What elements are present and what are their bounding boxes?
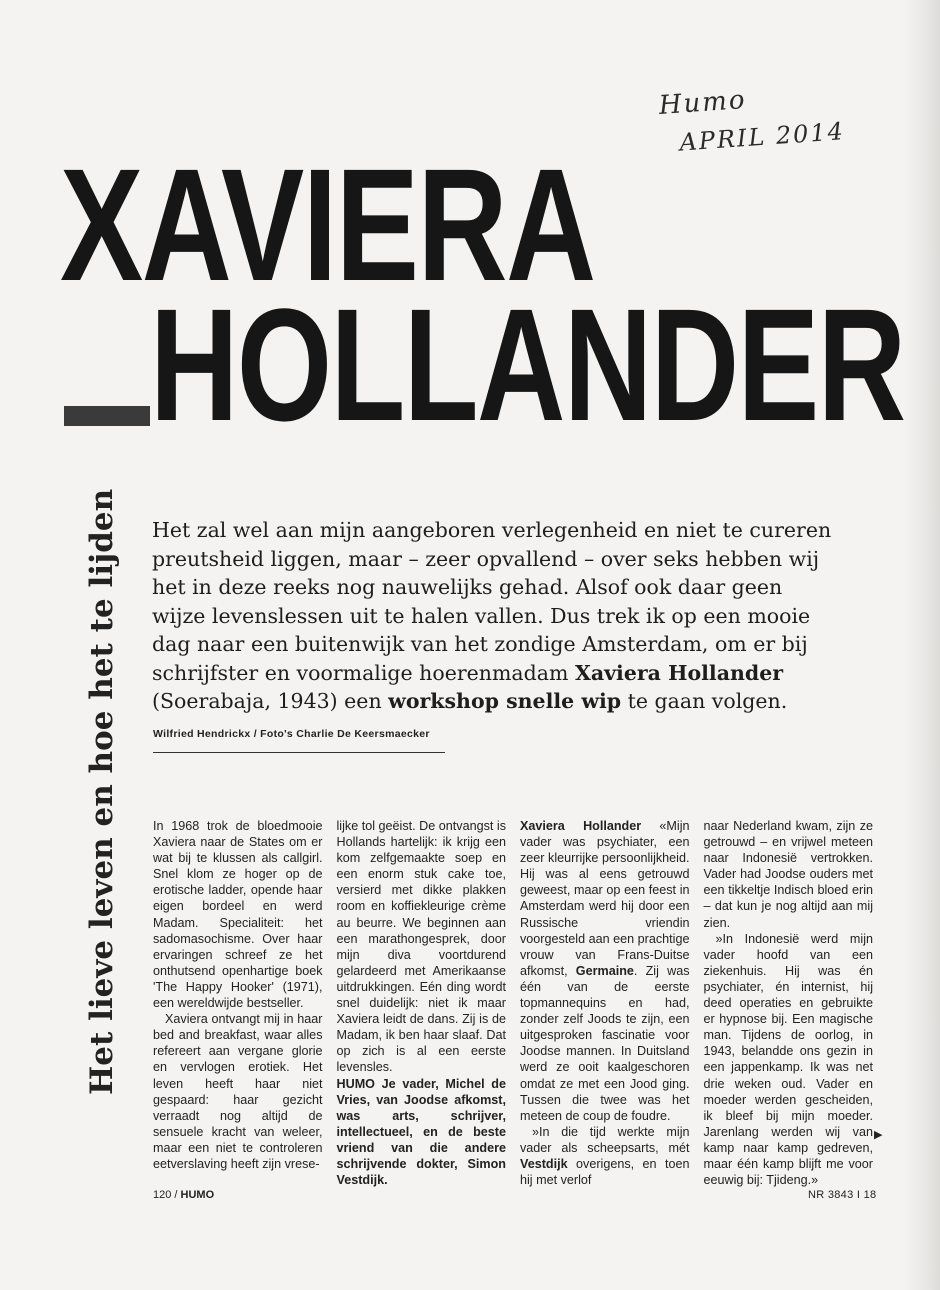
column-3-paragraph-1 bbox=[520, 818, 690, 1124]
intro-bold-phrase: workshop snelle wip bbox=[388, 689, 622, 713]
answer-name-vestdijk: Vestdijk bbox=[520, 1156, 568, 1171]
column-3-paragraph-2 bbox=[520, 1124, 690, 1188]
intro-text-1: Het zal wel aan mijn aangeboren verlegenheid en niet te cureren preutsheid liggen, maar – zeer opvallend – over seks hebben wij het in deze reeks nog nauwelijks gehad. Alsof ook daar geen wijze levenslessen uit te halen vallen. Dus trek ik op een mooie dag naar een buitenwijk van het zondige Amsterdam, om er bij schrijfster en voormalige hoerenmadam bbox=[152, 518, 832, 685]
handwritten-note-line1: Humo bbox=[657, 84, 748, 121]
byline-rule bbox=[153, 752, 445, 753]
series-strapline: Het lieve leven en hoe het te lijden bbox=[84, 488, 120, 1095]
handwritten-note-line2: APRIL 2014 bbox=[678, 117, 846, 157]
body-columns bbox=[153, 818, 873, 1188]
interview-question: HUMO Je vader, Michel de Vries, van Joodse afkomst, was arts, schrijver, intellectueel, en de beste vriend van die andere schrijvende dokter, Simon Vestdijk. bbox=[336, 1076, 506, 1188]
headline-line2: HOLLANDER bbox=[150, 275, 905, 454]
answer-text-4: overigens, en toen hij met verlof bbox=[520, 1156, 690, 1188]
byline: Wilfried Hendrickx / Foto's Charlie De Keersmaecker bbox=[153, 728, 430, 740]
headline-underscore-bar bbox=[64, 406, 150, 426]
answer-name-germaine: Germaine bbox=[575, 963, 634, 978]
headline-line1: XAVIERA bbox=[60, 135, 595, 314]
column-1-paragraph-2: Xaviera ontvangt mij in haar bed and breakfast, waar alles refereert aan vergane glorie en vervlogen erotiek. Het leven heeft haar niet gespaard: haar gezicht verraadt nog altijd de sensuele kracht van weleer, maar een niet te controleren eetverslaving heeft zijn vrese- bbox=[153, 1012, 323, 1171]
column-4 bbox=[703, 818, 874, 1188]
column-3 bbox=[520, 818, 690, 1188]
footer-issue: NR 3843 I 18 bbox=[808, 1189, 877, 1201]
answer-text-1: «Mijn vader was psychiater, een zeer kleurrijke persoonlijkheid. Hij was al eens getrouwd geweest, maar op een feest in Amsterdam werd hij door een Russische vriendin voorgesteld aan een prachtige vrouw van Frans-Duitse afkomst, bbox=[520, 819, 690, 978]
intro-paragraph bbox=[152, 516, 832, 716]
answer-text-3: »In die tijd werkte mijn vader als scheepsarts, mét bbox=[520, 1124, 690, 1155]
handwritten-note bbox=[658, 73, 863, 163]
page-number: 120 / bbox=[153, 1189, 181, 1201]
footer-page-number bbox=[153, 1189, 214, 1201]
column-4-paragraph-2: »In Indonesië werd mijn vader hoofd van een ziekenhuis. Hij was én psychiater, én internist, hij deed operaties en gebruikte er hypnose bij. Een magische man. Tijdens de oorlog, in 1943, belandde ons gezin in een jappenkamp. Ik was net drie weken oud. Vader en moeder werden gescheiden, ik bleef bij mijn moeder. Jarenlang werden wij van kamp naar kamp gedreven, maar één kamp blijft me voor eeuwig bij: Tjideng.» bbox=[703, 931, 873, 1188]
continue-arrow-icon: ▶ bbox=[874, 1129, 883, 1141]
column-2 bbox=[336, 818, 507, 1188]
column-1-paragraph-1: In 1968 trok de bloedmooie Xaviera naar de States om er wat bij te klussen als callgirl. Snel klom ze hoger op de erotische ladder, opende haar eigen bordeel en werd Madam. Specialiteit: het sadomasochisme. Over haar ervaringen schreef ze het onthutsend openhartige boek 'The Happy Hooker' (1971), een wereldwijde bestseller. bbox=[153, 819, 323, 1011]
page-edge-shadow bbox=[904, 0, 940, 1290]
answer-speaker: Xaviera Hollander bbox=[520, 819, 642, 833]
intro-name: Xaviera Hollander bbox=[574, 660, 784, 685]
intro-text-2: (Soerabaja, 1943) een bbox=[152, 689, 389, 713]
column-2-paragraph-1: lijke tol geëist. De ontvangst is Hollands hartelijk: ik krijg een kom zelfgemaakte soep en een enorm stuk cake toe, versierd met dikke plakken room en koffiekleurige crème au beurre. We beginnen aan een marathongesprek, door mijn diva voortdurend gelardeerd met Amerikaanse uitdrukkingen. Eén ding wordt snel duidelijk: niet ik maar Xaviera leidt de dans. Zij is de Madam, ik ben haar slaaf. Dat op zich is al een eerste levensles. bbox=[336, 819, 506, 1075]
answer-text-2: . Zij was één van de eerste topmannequins en had, zonder zelf Joods te zijn, een uitgesproken fascinatie voor Joodse mannen. In Duitsland werd ze ooit kaalgeschoren omdat ze met een Jood ging. Tussen die twee was het meteen de coup de foudre. bbox=[520, 963, 690, 1123]
column-1 bbox=[153, 818, 323, 1171]
column-4-paragraph-1: naar Nederland kwam, zijn ze getrouwd – en vrijwel meteen naar Indonesië vertrokken. Vader had Joodse ouders met een tikkeltje Indisch bloed erin – dat kun je nog altijd aan mij zien. bbox=[703, 819, 873, 930]
intro-text-3: te gaan volgen. bbox=[621, 689, 788, 713]
magazine-brand: HUMO bbox=[180, 1189, 215, 1201]
